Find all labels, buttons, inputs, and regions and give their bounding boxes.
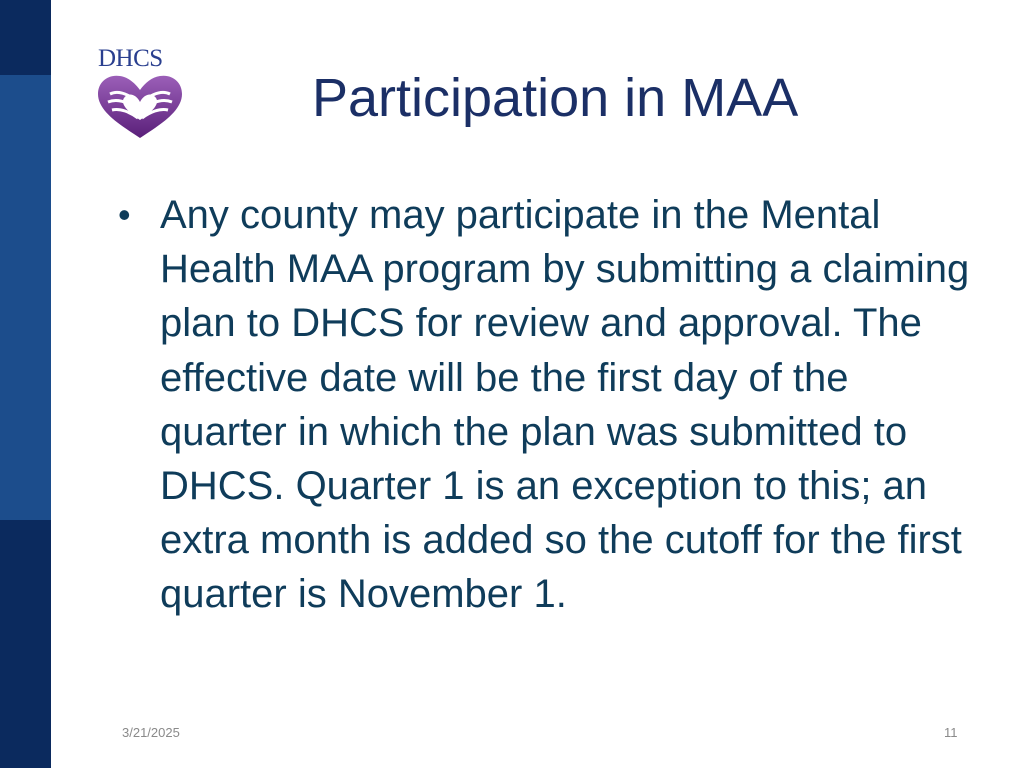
bullet-item: Any county may participate in the Mental Health MAA program by submitting a claiming plan to DHCS for review and approval. The effective date will be the first day of the quarter in which the plan was submitted to DHCS. Quarter 1 is an exception to this; an extra month is added so the cutoff for the first quarter is November 1.	[160, 193, 970, 617]
page-number: 11	[944, 725, 958, 740]
logo-text: DHCS	[98, 45, 163, 72]
bullet-marker: •	[118, 194, 131, 235]
slide-title: Participation in MAA	[312, 68, 799, 128]
heart-hands-icon	[92, 72, 188, 142]
footer-date: 3/21/2025	[122, 725, 180, 740]
left-sidebar-bar	[0, 0, 51, 768]
bullet-list	[118, 188, 998, 622]
dhcs-logo	[88, 44, 192, 144]
